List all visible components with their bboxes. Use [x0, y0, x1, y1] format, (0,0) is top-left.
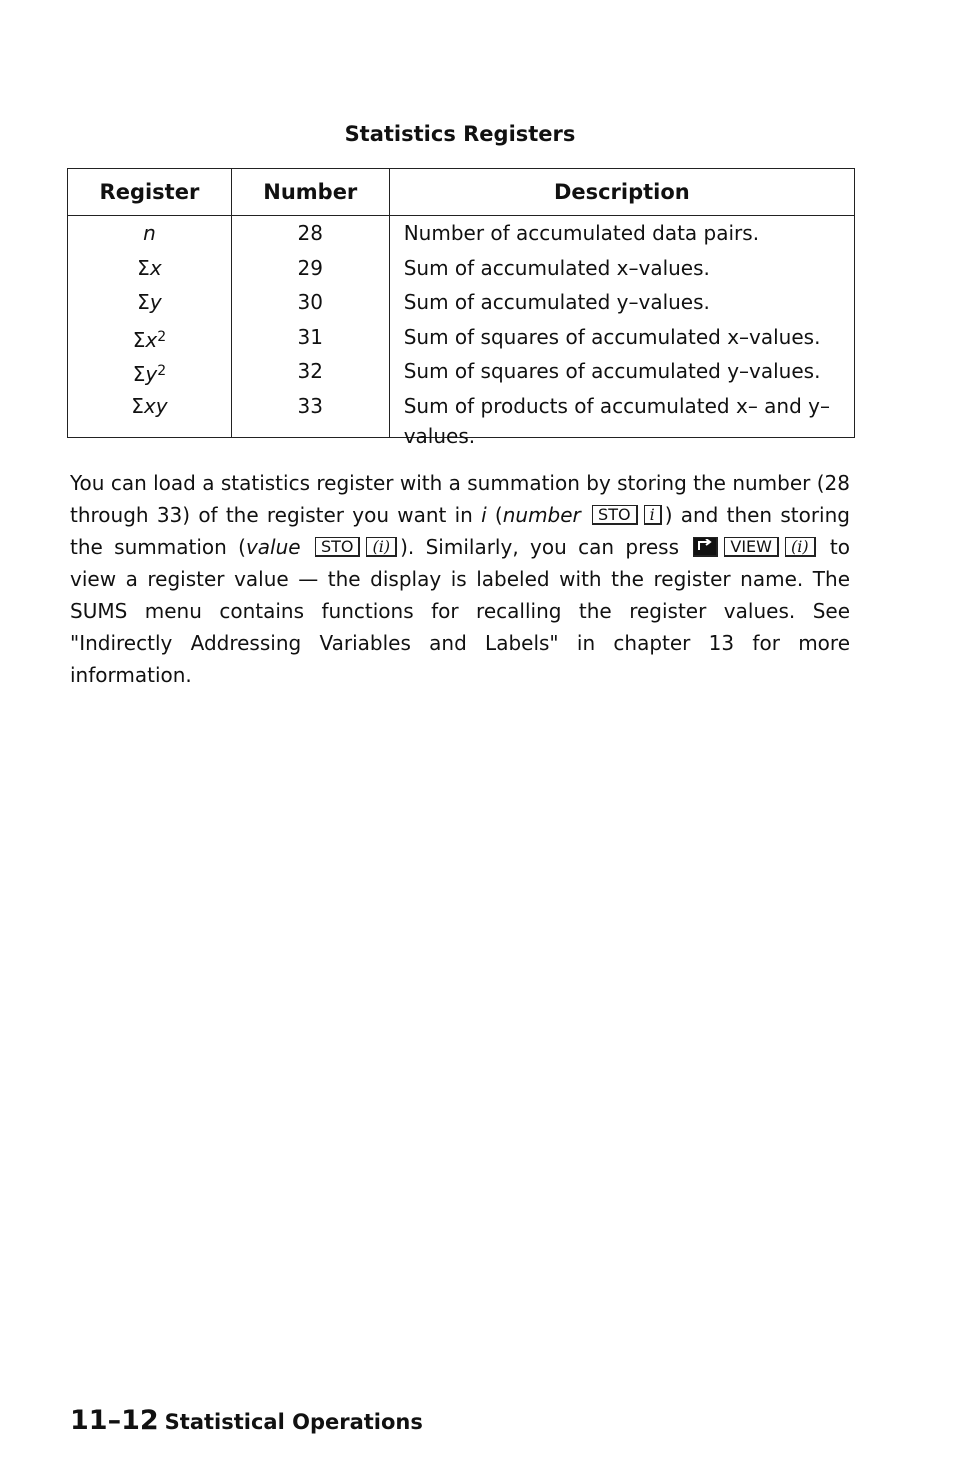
body-paragraph: You can load a statistics register with a summation by storing the number (28 through 33) of the register you want in i (number STO i ) and then storing the summation (value STO (i) ). Similarly, you can press VIEW (i) to view a register value — the display is labeled with the register name. The SUMS menu contains functions for recalling the register values. See "Indirectly Addressing Variables and Labels" in chapter 13 for more information. [70, 471, 851, 687]
register-sum-y: Σy [137, 290, 162, 314]
register-sum-x: Σx [137, 255, 162, 280]
description-cell: Sum of accumulated x–values. [403, 255, 710, 280]
number-column [231, 216, 389, 438]
page-footer [70, 1405, 423, 1436]
register-sum-y2: $\Sigma y^2$ [132, 362, 167, 386]
number-cell: 32 [297, 359, 323, 383]
indirect-i-key: (i) [785, 537, 816, 557]
view-key: VIEW [724, 537, 779, 557]
number-cell: 33 [297, 393, 323, 418]
description-cell: Sum of accumulated y–values. [403, 290, 710, 314]
indirect-i-key: (i) [366, 537, 397, 557]
number-cell: 31 [297, 324, 323, 349]
table-header-row [68, 169, 855, 216]
header-number: Number [231, 169, 389, 216]
i-key: i [644, 505, 662, 525]
section-title: Statistical Operations [164, 1410, 423, 1434]
register-sum-xy: Σxy [131, 393, 168, 418]
description-cell: Sum of products of accumulated x– and y–values. [403, 393, 830, 448]
header-description: Description [389, 169, 854, 216]
description-cell: Number of accumulated data pairs. [403, 221, 760, 245]
right-shift-key-icon [693, 537, 718, 557]
table-body-row [68, 216, 855, 438]
number-cell: 28 [297, 221, 323, 245]
number-cell: 30 [297, 290, 323, 314]
statistics-registers-table [67, 168, 855, 448]
register-column [68, 216, 232, 438]
description-column [389, 216, 854, 448]
register-sum-x2: $\Sigma x^2$ [132, 327, 167, 352]
description-cell: Sum of squares of accumulated y–values. [403, 359, 821, 383]
sto-key: STO [592, 505, 638, 525]
header-register: Register [68, 169, 232, 216]
page-number: 11–12 [70, 1405, 159, 1436]
sto-key: STO [315, 537, 361, 557]
number-cell: 29 [297, 255, 323, 280]
table-title: Statistics Registers [344, 122, 576, 146]
description-cell: Sum of squares of accumulated x–values. [403, 324, 821, 349]
register-n: n [143, 221, 156, 245]
